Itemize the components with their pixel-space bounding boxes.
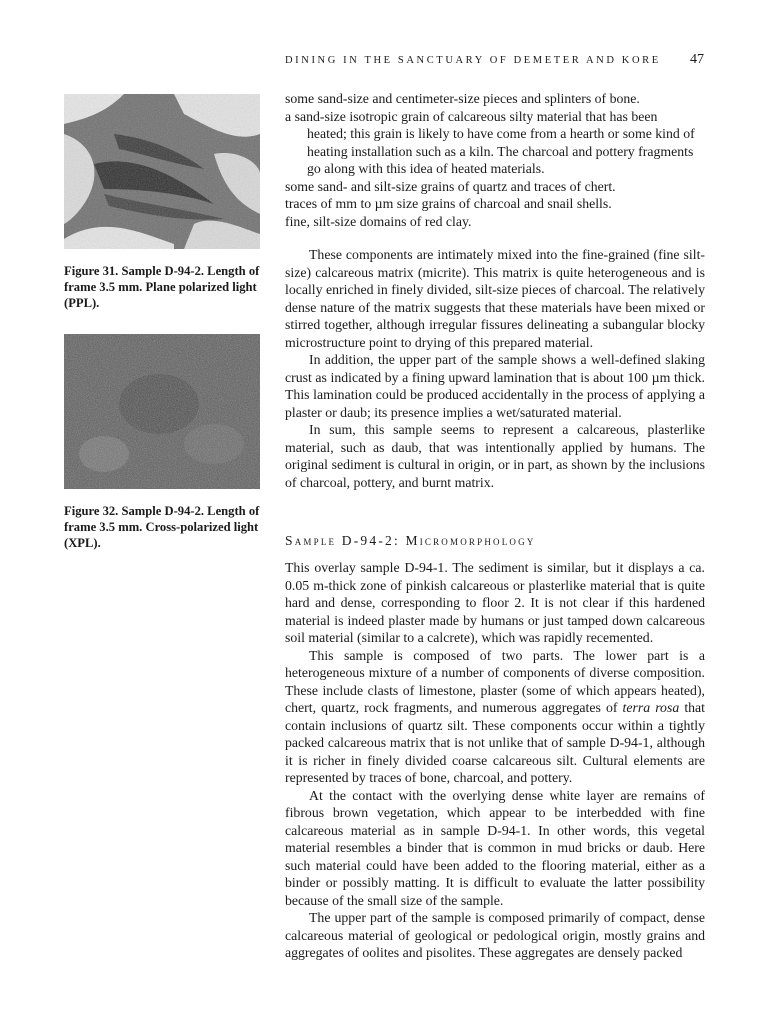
figure-31-caption: Figure 31. Sample D-94-2. Length of frame 3.5 mm. Plane polarized light (PPL). xyxy=(64,264,260,310)
list-item: a sand-size isotropic grain of calcareous silty material that has been xyxy=(285,108,658,124)
body-text-lower xyxy=(285,559,705,962)
page-number: 47 xyxy=(690,52,704,67)
paragraph: At the contact with the overlying dense white layer are remains of fibrous brown vegetation, which appear to be interbedded with fine calcareous material as in sample D-94-1. In other words, this vegetal material resembles a binder that is common in mud bricks or daub. Here such material could have been added to the flooring material, either as a binder or possibly matting. It is difficult to evaluate the latter possibility because of the small size of the sample. xyxy=(285,787,705,908)
list-item: some sand-size and centimeter-size pieces and splinters of bone. xyxy=(285,91,640,106)
figure-32-caption: Figure 32. Sample D-94-2. Length of frame 3.5 mm. Cross-polarized light (XPL). xyxy=(64,504,260,550)
italic-term: terra rosa xyxy=(622,700,680,715)
paragraph: These components are intimately mixed into the fine-grained (fine silt-size) calcareous matrix (micrite). This matrix is quite heterogeneous and is locally enriched in finely divided, silt-size pieces of charcoal. The relatively dense nature of the matrix suggests that these materials have been mixed or stirred together, although irregular fissures delineating a subangular blocky microstructure point to drying of this prepared material. xyxy=(285,247,705,350)
component-list xyxy=(285,90,705,230)
list-item: fine, silt-size domains of red clay. xyxy=(285,213,472,229)
list-item: traces of mm to µm size grains of charcoal and snail shells. xyxy=(285,196,612,211)
body-text-upper xyxy=(285,246,705,491)
list-item-continuation: heated; this grain is likely to have come from a hearth or some kind of heating installation such as a kiln. The charcoal and pottery fragments go along with this idea of heated materials. xyxy=(307,126,695,176)
paragraph: The upper part of the sample is composed primarily of compact, dense calcareous material of geological or pedological origin, mostly grains and aggregates of oolites and pisolites. These aggregates are densely packed xyxy=(285,910,705,960)
paragraph: In sum, this sample seems to represent a calcareous, plasterlike material, such as daub, that was intentionally applied by humans. The original sediment is cultural in origin, or in part, as shown by the inclusions of charcoal, pottery, and burnt matrix. xyxy=(285,422,705,490)
figure-32-micrograph xyxy=(64,334,260,489)
list-item: some sand- and silt-size grains of quartz and traces of chert. xyxy=(285,178,616,194)
section-heading: Sample D-94-2: Micromorphology xyxy=(285,533,536,548)
paragraph: In addition, the upper part of the sample shows a well-defined slaking crust as indicated by a fining upward lamination that is about 100 µm thick. This lamination could be produced accidentally in the process of applying a plaster or daub; its presence implies a wet/saturated material. xyxy=(285,352,705,420)
paragraph: This sample is composed of two parts. The lower part is a heterogeneous mixture of a number of components of diverse composition. These include clasts of limestone, plaster (some of which appears heated), chert, quartz, rock fragments, and numerous aggregates of terra rosa that contain inclusions of quartz silt. These components occur within a tightly packed calcareous matrix that is not unlike that of sample D-94-1, although it is richer in finely divided coarse calcareous silt. Cultural elements are represented by traces of bone, charcoal, and pottery. xyxy=(285,647,706,785)
figure-31-micrograph xyxy=(64,94,260,249)
running-head: DINING IN THE SANCTUARY OF DEMETER AND KORE xyxy=(285,55,661,66)
paragraph: This overlay sample D-94-1. The sediment is similar, but it displays a ca. 0.05 m-thick zone of pinkish calcareous or plasterlike material that is quite hard and dense, corresponding to floor 2. It is not clear if this hardened material is indeed plaster made by humans or just tamped down calcareous soil material (similar to a calcrete), which was rapidly recemented. xyxy=(285,560,705,645)
